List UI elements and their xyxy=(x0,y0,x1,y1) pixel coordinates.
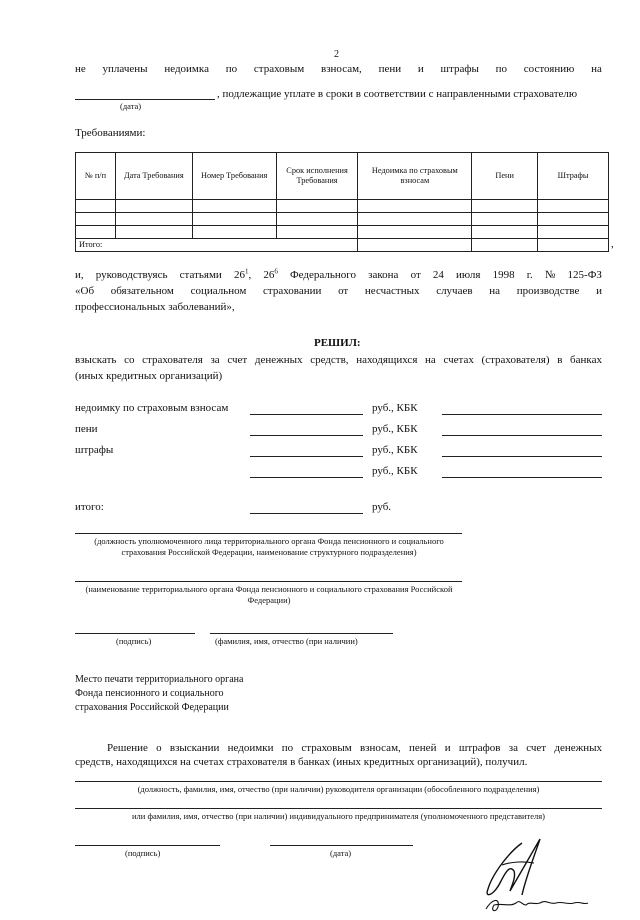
article-superscript: 6 xyxy=(274,267,278,276)
table-row xyxy=(76,213,609,226)
receipt-word: счет xyxy=(526,742,547,754)
receipt-entrepreneur-line[interactable] xyxy=(75,808,602,809)
header-cell: Номер Требования xyxy=(192,153,276,200)
amount-unit: руб., КБК xyxy=(372,465,418,477)
handwritten-signature xyxy=(470,825,610,915)
receipt-word: и xyxy=(444,742,451,754)
receipt-date-caption: (дата) xyxy=(330,848,352,858)
full-name-line[interactable] xyxy=(210,633,393,634)
amount-blank[interactable] xyxy=(250,435,363,436)
kbk-blank[interactable] xyxy=(442,414,602,415)
header-cell: Штрафы xyxy=(538,153,609,200)
receipt-word: денежных xyxy=(554,742,602,754)
header-cell: № п/п xyxy=(76,153,116,200)
kbk-blank[interactable] xyxy=(442,456,602,457)
decided-title: РЕШИЛ: xyxy=(314,337,361,349)
amount-unit: руб., КБК xyxy=(372,402,418,414)
guided-word: и xyxy=(596,285,602,297)
guided-word: 125-ФЗ xyxy=(567,269,602,281)
amount-unit: руб., КБК xyxy=(372,423,418,435)
table-trailing-comma: , xyxy=(611,238,614,250)
receipt-entrepreneur-caption: или фамилия, имя, отчество (при наличии) индивидуального предпринимателя (уполномоченного представителя) xyxy=(131,811,545,821)
guided-word: закона xyxy=(368,269,399,281)
full-name-caption: (фамилия, имя, отчество (при наличии) xyxy=(215,636,358,646)
receipt-word: по xyxy=(281,742,294,754)
receipt-signature-caption: (подпись) xyxy=(125,848,161,858)
table-row xyxy=(76,200,609,213)
table-header-row xyxy=(76,153,609,200)
receipt-word: страховым xyxy=(301,742,352,754)
guided-word: $26^6$ xyxy=(263,267,278,281)
header-cell: Срок исполнения Требования xyxy=(276,153,358,200)
guided-word: $26^1$, xyxy=(233,267,252,281)
decided-word: счетах xyxy=(443,354,474,366)
official-position-caption: (должность уполномоченного лица территориального органа Фонда пенсионного и социального страхования Российской Федерации, наименование структурного подразделения) xyxy=(94,536,444,557)
guided-word: статьями xyxy=(179,269,222,281)
guided-line-3: профессиональных заболеваний», xyxy=(75,301,235,313)
amount-blank[interactable] xyxy=(250,456,363,457)
intro-word: уплачены xyxy=(102,63,148,75)
decided-word: средств, xyxy=(310,354,349,366)
guided-word: производстве xyxy=(516,285,580,297)
table-total-row xyxy=(76,239,609,252)
receipt-word: пеней xyxy=(409,742,437,754)
amount-blank[interactable] xyxy=(250,414,363,415)
intro-line-2: , подлежащие уплате в сроки в соответствии с направленными страхователю xyxy=(217,88,578,100)
intro-word: пени xyxy=(378,63,402,75)
article-superscript: 1 xyxy=(244,267,249,276)
receipt-head-line[interactable] xyxy=(75,781,602,782)
guided-word: несчастных xyxy=(364,285,420,297)
receipt-word: о xyxy=(156,742,162,754)
decided-word: за xyxy=(210,354,220,366)
decided-word: в xyxy=(557,354,563,366)
kbk-blank[interactable] xyxy=(442,435,602,436)
stamp-place xyxy=(75,673,243,715)
decided-line-1 xyxy=(75,354,602,366)
receipt-line-1 xyxy=(107,742,602,754)
receipt-head-caption: (должность, фамилия, имя, отчество (при наличии) руководителя организации (обособленного подразделения) xyxy=(137,784,540,794)
decided-word: со xyxy=(124,354,135,366)
territorial-body-line[interactable] xyxy=(75,581,462,582)
amount-label: штрафы xyxy=(75,444,114,456)
guided-word: и, xyxy=(75,269,84,281)
header-cell: Пени xyxy=(472,153,538,200)
intro-line-1 xyxy=(75,63,602,75)
intro-word: не xyxy=(75,63,86,75)
receipt-line-2: средств, находящихся на счетах страхователя в банках (иных кредитных организаций), получил. xyxy=(75,756,528,768)
guided-line-2 xyxy=(75,285,602,297)
date-caption: (дата) xyxy=(120,101,142,111)
decided-word: счет xyxy=(227,354,248,366)
decided-word: страхователя xyxy=(142,354,203,366)
total-blank[interactable] xyxy=(250,513,363,514)
amount-blank[interactable] xyxy=(250,477,363,478)
kbk-blank[interactable] xyxy=(442,477,602,478)
decided-word: взыскать xyxy=(75,354,117,366)
guided-word: обязательном xyxy=(110,285,174,297)
stamp-line: Фонда пенсионного и социального xyxy=(75,688,224,699)
receipt-word: недоимки xyxy=(227,742,274,754)
guided-word: № xyxy=(544,269,556,281)
signature-line[interactable] xyxy=(75,633,195,634)
decided-word: находящихся xyxy=(356,354,418,366)
table-row xyxy=(76,226,609,239)
total-label: итого: xyxy=(75,501,104,513)
guided-word: Федерального xyxy=(289,269,357,281)
intro-word: по xyxy=(495,63,508,75)
guided-word: на xyxy=(489,285,501,297)
intro-word: штрафы xyxy=(440,63,479,75)
stamp-line: Место печати территориального органа xyxy=(75,674,244,685)
intro-word: страховым xyxy=(253,63,305,75)
page-number: 2 xyxy=(334,49,339,60)
guided-word: «Об xyxy=(75,285,95,297)
receipt-date-line[interactable] xyxy=(270,845,413,846)
amount-label: недоимку по страховым взносам xyxy=(75,402,229,414)
territorial-body-caption: (наименование территориального органа Фонда пенсионного и социального страхования Российской Федерации) xyxy=(85,584,453,605)
guided-word: руководствуясь xyxy=(95,269,168,281)
receipt-word: штрафов xyxy=(458,742,501,754)
guided-word: г. xyxy=(526,269,533,281)
guided-line-1 xyxy=(75,269,602,281)
intro-word: недоимка xyxy=(164,63,209,75)
intro-word: на xyxy=(591,63,602,75)
requirements-label: Требованиями: xyxy=(75,127,146,139)
header-cell: Недоимка по страховым взносам xyxy=(358,153,472,200)
decided-word: банках xyxy=(570,354,602,366)
guided-word: от xyxy=(410,269,421,281)
total-cell: Итого: xyxy=(76,239,358,252)
decided-word: денежных xyxy=(254,354,303,366)
amount-unit: руб., КБК xyxy=(372,444,418,456)
requirements-table xyxy=(75,152,609,252)
receipt-word: за xyxy=(508,742,518,754)
intro-word: по xyxy=(225,63,238,75)
header-cell: Дата Требования xyxy=(115,153,192,200)
total-unit: руб. xyxy=(372,501,392,513)
amount-label: пени xyxy=(75,423,98,435)
intro-word: и xyxy=(417,63,424,75)
intro-word: состоянию xyxy=(523,63,575,75)
receipt-word: взыскании xyxy=(169,742,220,754)
official-position-line[interactable] xyxy=(75,533,462,534)
signature-caption: (подпись) xyxy=(116,636,152,646)
decided-word: (страхователя) xyxy=(481,354,550,366)
guided-word: страховании xyxy=(263,285,322,297)
receipt-word: Решение xyxy=(107,742,148,754)
guided-word: 24 xyxy=(432,269,444,281)
decided-line-2: (иных кредитных организаций) xyxy=(75,370,223,382)
guided-word: июля xyxy=(456,269,481,281)
receipt-word: взносам, xyxy=(359,742,401,754)
receipt-signature-line[interactable] xyxy=(75,845,220,846)
guided-word: 1998 xyxy=(492,269,515,281)
stamp-line: страхования Российской Федерации xyxy=(75,702,229,713)
guided-word: социальном xyxy=(190,285,247,297)
intro-word: взносам, xyxy=(321,63,362,75)
guided-word: от xyxy=(338,285,349,297)
guided-word: случаев xyxy=(436,285,473,297)
date-blank-line xyxy=(75,99,215,100)
decided-word: на xyxy=(425,354,436,366)
